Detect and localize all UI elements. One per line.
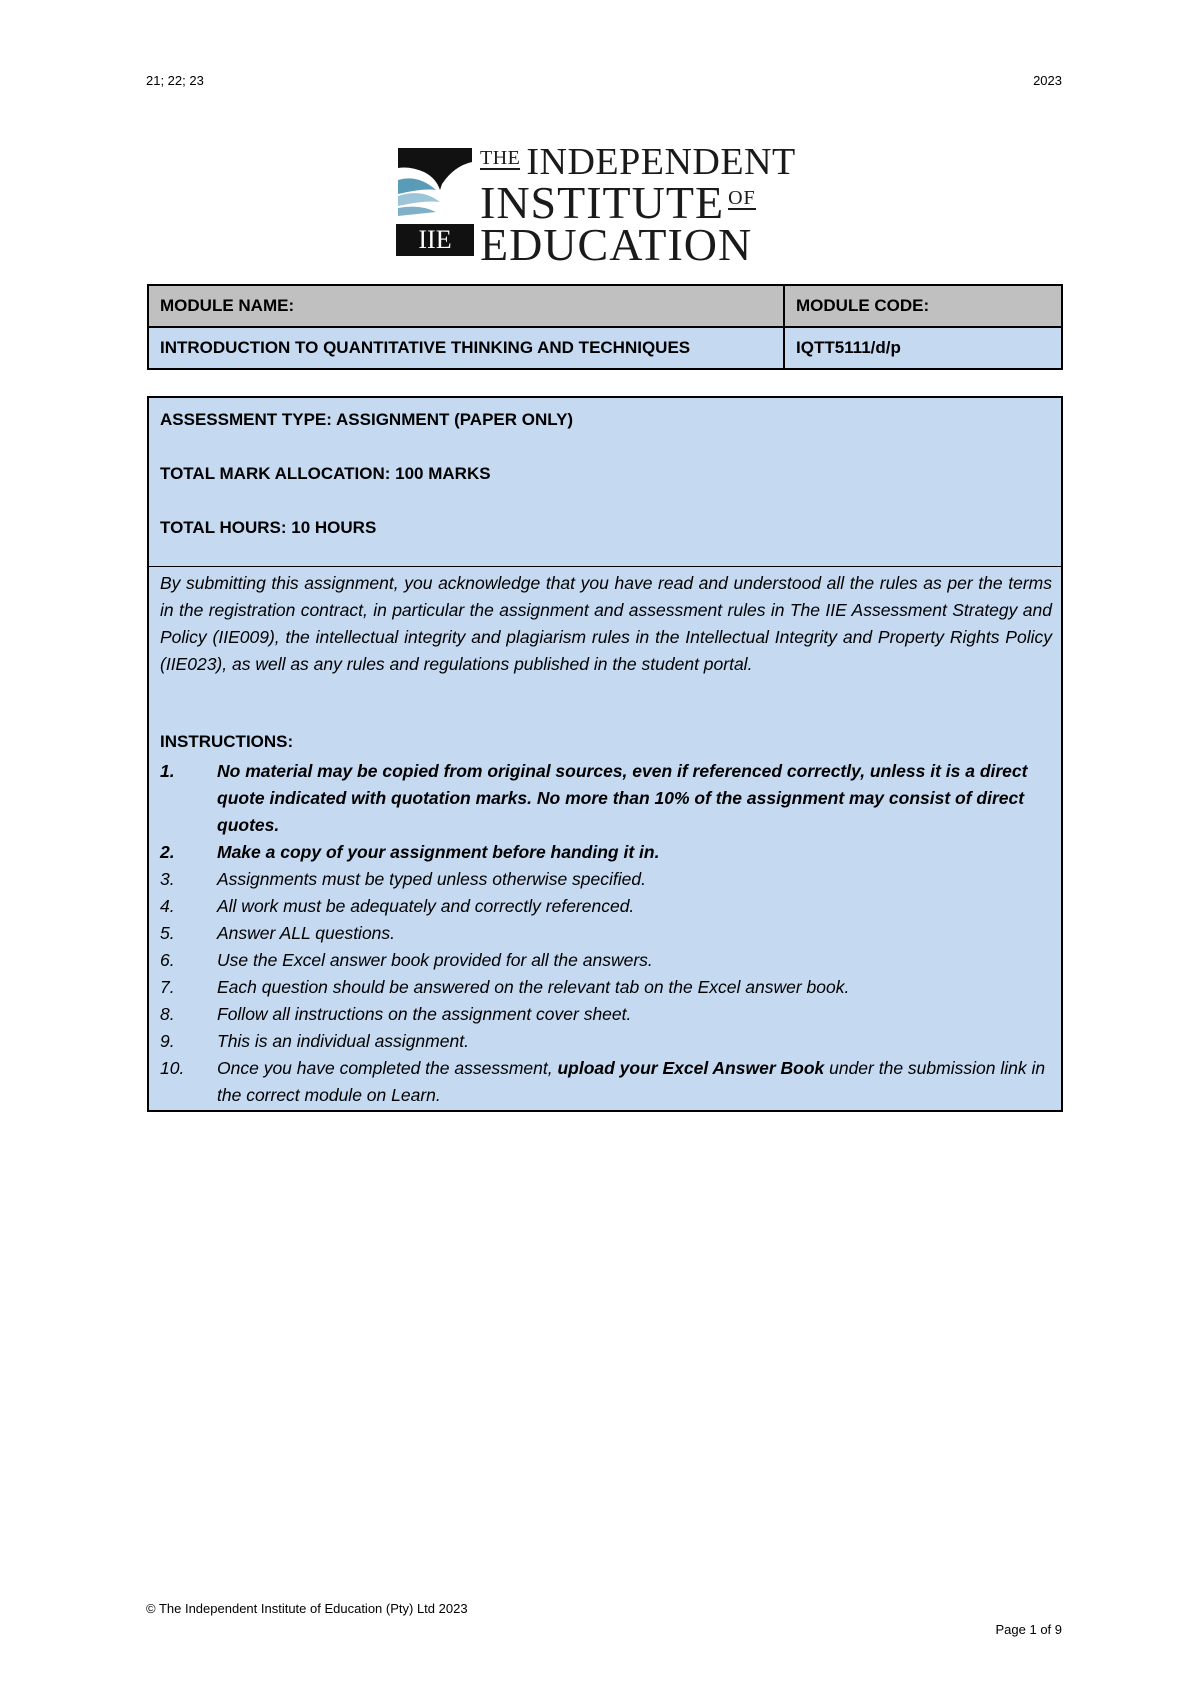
list-item: 4. All work must be adequately and correctly referenced. [160, 896, 635, 916]
module-name-value: INTRODUCTION TO QUANTITATIVE THINKING AND TECHNIQUES [148, 327, 784, 369]
divider [149, 566, 1061, 567]
list-item: 6. Use the Excel answer book provided for all the answers. [160, 950, 653, 970]
list-item: 9. This is an individual assignment. [160, 1031, 469, 1051]
list-item: 3. Assignments must be typed unless otherwise specified. [160, 869, 646, 889]
module-code-label: MODULE CODE: [784, 285, 1062, 327]
declaration-paragraph: By submitting this assignment, you acknowledge that you have read and understood all the rules as per the terms in the registration contract, in particular the assignment and assessment rules in The IIE Assessment Strategy and Policy (IIE009), the intellectual integrity and plagiarism rules in the Intellectual Integrity and Property Rights Policy (IIE023), as well as any rules and regulations published in the student portal. [160, 573, 1052, 674]
list-item: 2. Make a copy of your assignment before handing it in. [160, 842, 660, 862]
list-item: 5. Answer ALL questions. [160, 923, 396, 943]
total-marks: TOTAL MARK ALLOCATION: 100 MARKS [160, 464, 491, 483]
assessment-box [147, 396, 1063, 1112]
logo-line1: INDEPENDENT [526, 141, 796, 183]
list-item: 1. No material may be copied from original sources, even if referenced correctly, unless it is a direct quote indicated with quotation marks. No more than 10% of the assignment may consist of direct quotes. [160, 761, 1028, 835]
list-item: 10. Once you have completed the assessment, upload your Excel Answer Book under the submission link in the correct module on Learn. [160, 1058, 1046, 1105]
book-emblem-icon [396, 144, 474, 256]
logo-line2: INSTITUTE [480, 177, 725, 228]
page-number: Page 1 of 9 [995, 1622, 1062, 1637]
iie-logo [396, 140, 816, 270]
footer-copyright: © The Independent Institute of Education (Pty) Ltd 2023 [146, 1601, 468, 1616]
total-hours: TOTAL HOURS: 10 HOURS [160, 518, 377, 537]
header-year: 2023 [1033, 73, 1062, 88]
logo-of: OF [728, 187, 756, 209]
assessment-type: ASSESSMENT TYPE: ASSIGNMENT (PAPER ONLY) [160, 410, 574, 429]
instructions-list [160, 758, 1052, 1109]
module-code-value: IQTT5111/d/p [784, 327, 1062, 369]
list-item: 7. Each question should be answered on the relevant tab on the Excel answer book. [160, 977, 850, 997]
instructions-title: INSTRUCTIONS: [160, 732, 294, 751]
header-codes: 21; 22; 23 [146, 73, 204, 88]
module-name-label: MODULE NAME: [148, 285, 784, 327]
logo-mark-text: IIE [418, 225, 452, 254]
logo-the: THE [480, 147, 521, 169]
logo-line3: EDUCATION [480, 219, 753, 270]
list-item: 8. Follow all instructions on the assignment cover sheet. [160, 1004, 632, 1024]
module-table [147, 284, 1063, 370]
